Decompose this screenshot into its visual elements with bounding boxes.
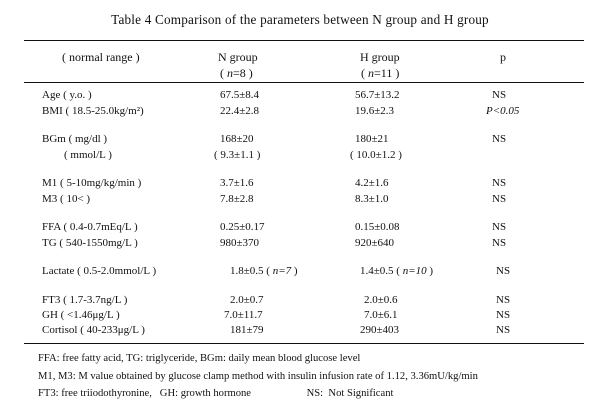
row-h-value: 19.6±2.3 xyxy=(355,105,395,117)
footnote-abbreviations: FFA: free fatty acid, TG: triglyceride, BGm: daily mean blood glucose level xyxy=(38,353,361,364)
row-label: M1 ( 5-10mg/kg/min ) xyxy=(42,177,142,189)
row-p-value: NS xyxy=(496,309,511,321)
row-n-value: 67.5±8.4 xyxy=(220,89,260,101)
row-label: FT3 ( 1.7-3.7ng/L ) xyxy=(42,294,128,306)
table-row xyxy=(0,132,600,146)
row-h-value: 1.4±0.5 xyxy=(360,265,394,277)
row-p-value: NS xyxy=(492,237,507,249)
header-n-group: N group xyxy=(218,50,258,64)
table-row xyxy=(0,192,600,206)
row-n-value: 168±20 xyxy=(220,133,254,145)
footnote-hormones: FT3: free triiodothyronine, GH: growth hormone NS: Not Significant xyxy=(38,388,394,399)
row-label: FFA ( 0.4-0.7mEq/L ) xyxy=(42,221,138,233)
row-h-value: 180±21 xyxy=(355,133,389,145)
row-n-value: 3.7±1.6 xyxy=(220,177,254,189)
row-h-value: 56.7±13.2 xyxy=(355,89,400,101)
row-p-value: NS xyxy=(496,294,511,306)
row-h-value: 290±403 xyxy=(360,324,400,336)
header-h-count-value: 11 xyxy=(380,66,393,80)
row-p-value: NS xyxy=(496,324,511,336)
row-p-value: NS xyxy=(492,89,507,101)
row-label: M3 ( 10< ) xyxy=(42,193,91,205)
row-n-cell: 1.8±0.5 ( n=7 ) xyxy=(230,265,298,277)
row-n-value: 181±79 xyxy=(230,324,264,336)
header-n-count: ( n=8 ) xyxy=(220,66,253,80)
row-label: ( mmol/L ) xyxy=(64,149,112,161)
header-h-group: H group xyxy=(360,50,400,64)
row-h-cell: 1.4±0.5 ( n=10 ) xyxy=(360,265,434,277)
table-row xyxy=(0,308,600,322)
row-p-value: NS xyxy=(496,265,511,277)
row-label: BMI ( 18.5-25.0kg/m²) xyxy=(42,105,144,117)
row-h-note: n=10 xyxy=(402,265,427,277)
row-p-value: NS xyxy=(492,133,507,145)
row-label: TG ( 540-1550mg/L ) xyxy=(42,237,138,249)
table-row xyxy=(0,293,600,307)
row-p-value: P<0.05 xyxy=(486,105,520,117)
header-n-count-value: 8 xyxy=(239,66,246,80)
row-h-value: 7.0±6.1 xyxy=(364,309,398,321)
table-bottom-rule xyxy=(24,343,584,344)
row-h-value: ( 10.0±1.2 ) xyxy=(350,149,402,161)
table-title: Table 4 Comparison of the parameters between N group and H group xyxy=(111,12,489,27)
table-row xyxy=(0,176,600,190)
row-p-value: NS xyxy=(492,193,507,205)
row-h-value: 0.15±0.08 xyxy=(355,221,400,233)
row-h-value: 2.0±0.6 xyxy=(364,294,398,306)
table-top-rule xyxy=(24,40,584,41)
table-row xyxy=(0,104,600,118)
table-row xyxy=(0,323,600,337)
table-row xyxy=(0,264,600,278)
row-n-value: 0.25±0.17 xyxy=(220,221,265,233)
row-n-value: 980±370 xyxy=(220,237,260,249)
row-n-value: 2.0±0.7 xyxy=(230,294,264,306)
table-row xyxy=(0,236,600,250)
header-h-count: ( n=11 ) xyxy=(361,66,400,80)
row-h-value: 8.3±1.0 xyxy=(355,193,389,205)
table-row xyxy=(0,88,600,102)
table-row xyxy=(0,220,600,234)
row-label: GH ( <1.46μg/L ) xyxy=(42,309,120,321)
row-n-note: n=7 xyxy=(272,265,292,277)
header-normal-range: ( normal range ) xyxy=(62,50,140,64)
row-label: Age ( y.o. ) xyxy=(42,89,92,101)
table-row xyxy=(0,148,600,162)
header-p: p xyxy=(500,50,506,64)
row-n-value: 1.8±0.5 xyxy=(230,265,264,277)
row-p-value: NS xyxy=(492,177,507,189)
row-n-value: 7.8±2.8 xyxy=(220,193,254,205)
row-label: BGm ( mg/dl ) xyxy=(42,133,108,145)
row-h-value: 920±640 xyxy=(355,237,395,249)
row-p-value: NS xyxy=(492,221,507,233)
table-header-rule xyxy=(24,82,584,83)
row-label: Cortisol ( 40-233μg/L ) xyxy=(42,324,145,336)
row-h-value: 4.2±1.6 xyxy=(355,177,389,189)
row-n-value: 22.4±2.8 xyxy=(220,105,260,117)
row-n-value: 7.0±11.7 xyxy=(224,309,263,321)
row-n-value: ( 9.3±1.1 ) xyxy=(214,149,261,161)
footnote-m-value: M1, M3: M value obtained by glucose clamp method with insulin infusion rate of 1.12, 3.36mU/kg/min xyxy=(38,371,478,382)
row-label: Lactate ( 0.5-2.0mmol/L ) xyxy=(42,265,157,277)
